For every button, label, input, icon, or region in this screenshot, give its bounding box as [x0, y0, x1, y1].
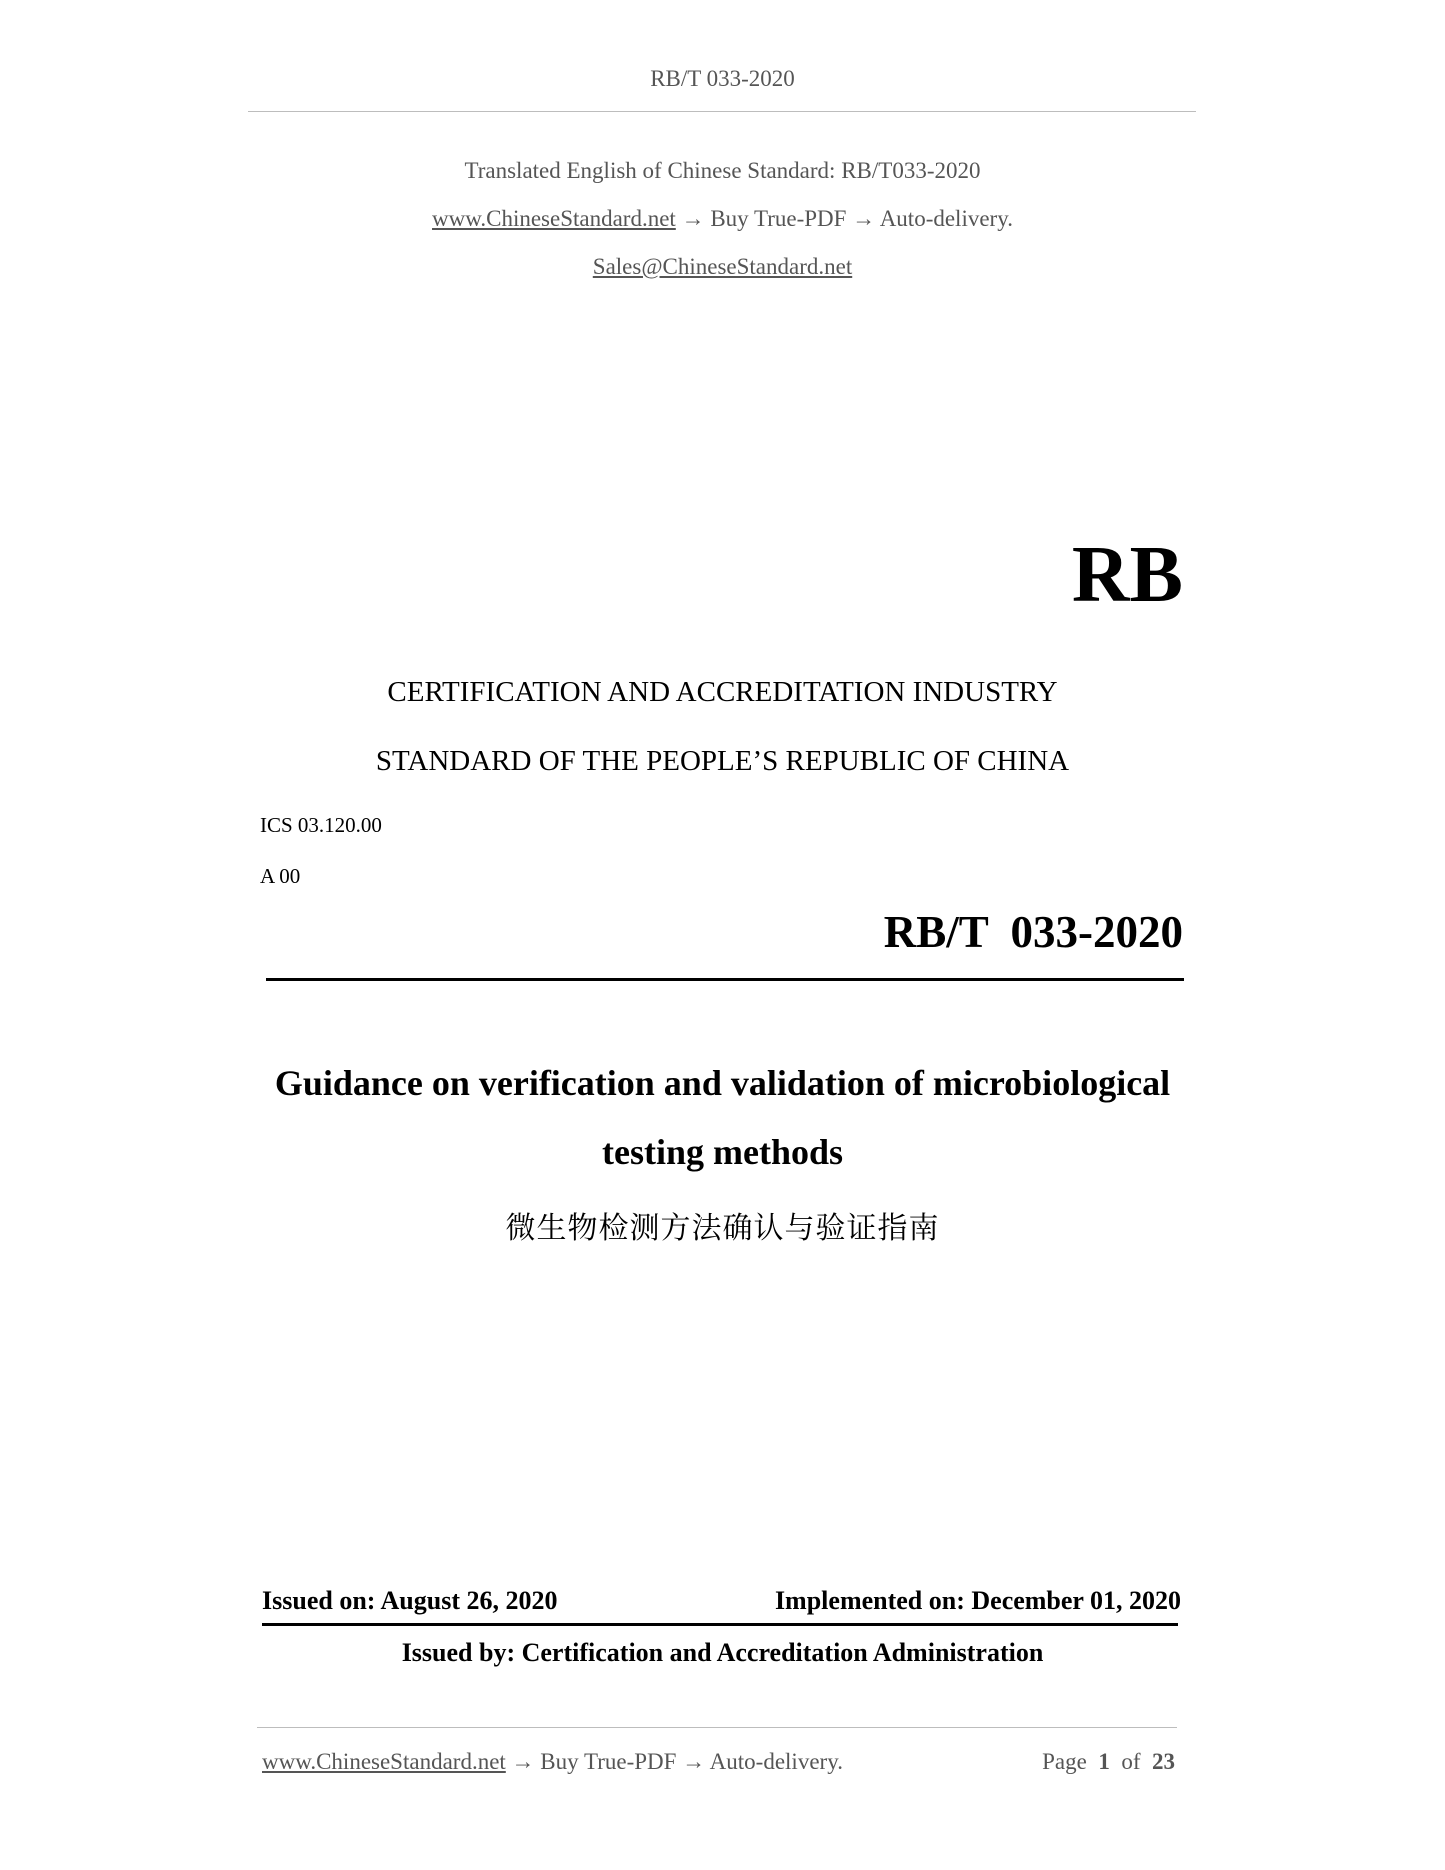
ccs-code: A 00	[260, 864, 301, 888]
arrow-icon: →	[511, 1749, 535, 1774]
title-chinese: 微生物检测方法确认与验证指南	[505, 1211, 940, 1246]
issued-on: Issued on: August 26, 2020	[262, 1586, 558, 1615]
footer-buy-text: Buy True-PDF	[540, 1749, 677, 1774]
standard-number: RB/T 033-2020	[883, 907, 1183, 957]
footer-rule	[257, 1727, 1177, 1728]
footer-delivery-text: Auto-delivery.	[709, 1749, 843, 1774]
sales-email-link[interactable]: Sales@ChineseStandard.net	[592, 254, 853, 279]
org-line-1: CERTIFICATION AND ACCREDITATION INDUSTRY	[387, 676, 1058, 708]
of-label: of	[1121, 1749, 1141, 1774]
org-line-2: STANDARD OF THE PEOPLE’S REPUBLIC OF CHINA	[375, 745, 1070, 777]
footer-links	[262, 1749, 843, 1775]
banner-line-1: Translated English of Chinese Standard: RB/T033-2020	[464, 158, 981, 183]
dates-rule	[262, 1623, 1178, 1626]
page-label: Page	[1042, 1749, 1087, 1774]
arrow-icon: →	[682, 1749, 706, 1774]
implemented-on: Implemented on: December 01, 2020	[774, 1586, 1181, 1615]
title-line-1: Guidance on verification and validation of microbiological	[274, 1063, 1171, 1103]
standard-number-rule	[266, 978, 1184, 981]
chinesestandard-link[interactable]: www.ChineseStandard.net	[432, 206, 676, 231]
running-header: RB/T 033-2020	[650, 66, 795, 91]
arrow-icon: →	[681, 206, 705, 231]
ics-code: ICS 03.120.00	[260, 813, 382, 837]
rb-logo: RB	[1071, 531, 1183, 619]
page-total: 23	[1152, 1749, 1175, 1774]
issued-by: Issued by: Certification and Accreditation Administration	[401, 1638, 1044, 1667]
auto-delivery-text: Auto-delivery.	[879, 206, 1013, 231]
title-line-2: testing methods	[602, 1132, 843, 1172]
banner-line-3	[0, 254, 1445, 280]
banner-line-2	[0, 206, 1445, 232]
page-indicator	[1042, 1749, 1175, 1775]
buy-true-pdf-text: Buy True-PDF	[710, 206, 847, 231]
page-number: 1	[1098, 1749, 1110, 1774]
header-rule	[248, 111, 1196, 112]
footer-chinesestandard-link[interactable]: www.ChineseStandard.net	[262, 1749, 506, 1774]
arrow-icon: →	[852, 206, 876, 231]
